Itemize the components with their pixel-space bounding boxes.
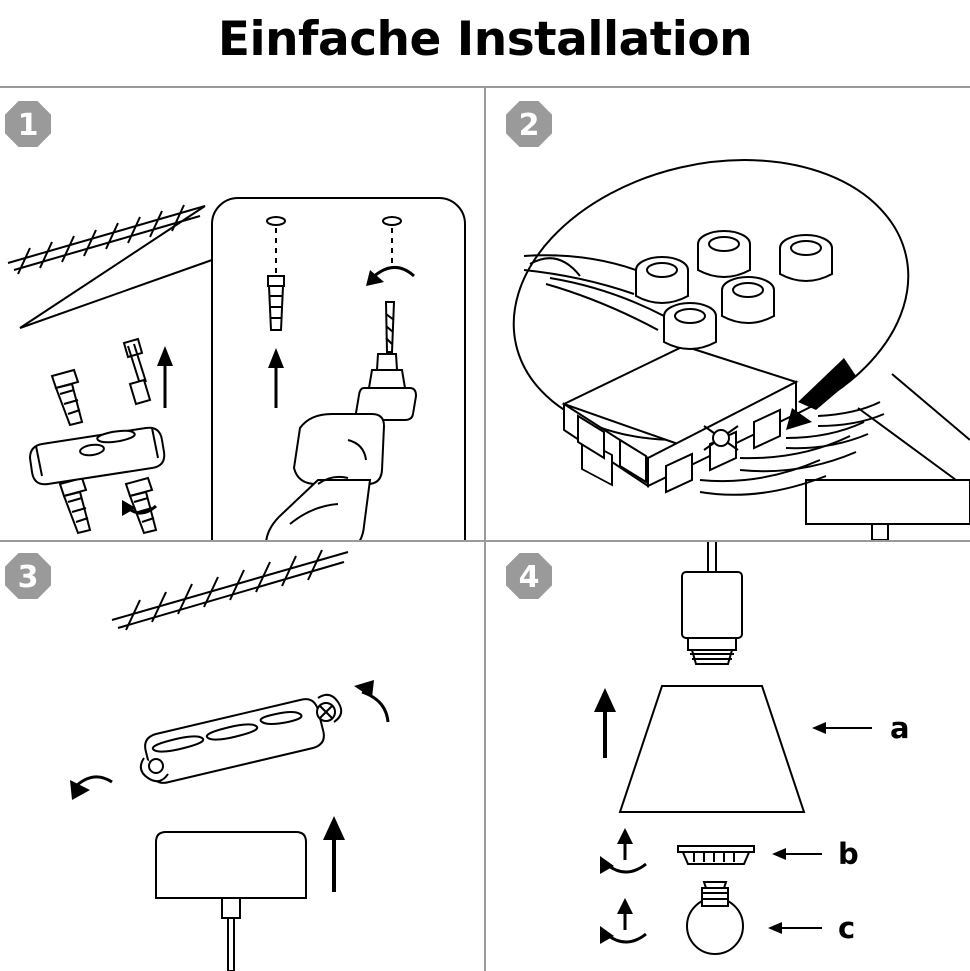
bubble-pointer-lines xyxy=(858,374,970,480)
drill-bit xyxy=(386,302,394,352)
mounting-bracket-1 xyxy=(30,428,164,485)
pointer-line-b xyxy=(772,848,822,860)
step-3-number: 3 xyxy=(17,560,39,595)
step-2-badge xyxy=(507,102,551,146)
pointer-line-a xyxy=(812,722,872,734)
step-4-badge xyxy=(507,554,551,598)
up-arrow-detail xyxy=(268,348,284,408)
zoom-connector-lines xyxy=(20,206,212,328)
ceiling-plate-2 xyxy=(806,480,970,540)
hole-left xyxy=(267,217,285,225)
up-arrow-anchor xyxy=(157,346,173,408)
lamp-socket xyxy=(682,542,742,664)
ceiling-plate-3 xyxy=(156,832,306,971)
lamp-shade xyxy=(620,686,804,812)
rotation-arrow-right-3 xyxy=(354,680,388,722)
shade-ring xyxy=(678,846,754,864)
shade-label: a xyxy=(890,711,910,745)
rotation-arrow-detail xyxy=(366,267,414,286)
hole-right xyxy=(383,217,401,225)
hatched-ceiling-3 xyxy=(112,550,348,630)
step-3-panel xyxy=(0,542,484,971)
step-4-panel xyxy=(486,542,970,971)
drill-hole-guides xyxy=(276,228,392,274)
page-title: Einfache Installation xyxy=(217,11,753,67)
ring-arrows xyxy=(600,828,646,874)
ring-label: b xyxy=(838,837,859,871)
hatched-ceiling-1 xyxy=(8,205,205,274)
pointer-line-c xyxy=(768,922,822,934)
step-1-badge xyxy=(6,102,50,146)
step-1-panel xyxy=(0,88,484,540)
rotation-arrow-left-3 xyxy=(70,777,112,800)
bulb-arrows xyxy=(600,898,646,944)
step-2-number: 2 xyxy=(518,108,540,143)
step-2-panel xyxy=(486,88,970,540)
step-3-badge xyxy=(6,554,50,598)
up-arrow-3 xyxy=(323,816,345,892)
electric-drill xyxy=(266,354,416,540)
detail-anchor xyxy=(268,276,284,330)
step-1-number: 1 xyxy=(17,108,39,143)
light-bulb xyxy=(687,882,743,954)
bulb-label: c xyxy=(838,911,856,945)
step-4-number: 4 xyxy=(518,560,540,595)
up-arrow-shade xyxy=(594,688,616,758)
mounting-bracket-3 xyxy=(141,695,341,783)
installed-anchor xyxy=(124,339,150,404)
